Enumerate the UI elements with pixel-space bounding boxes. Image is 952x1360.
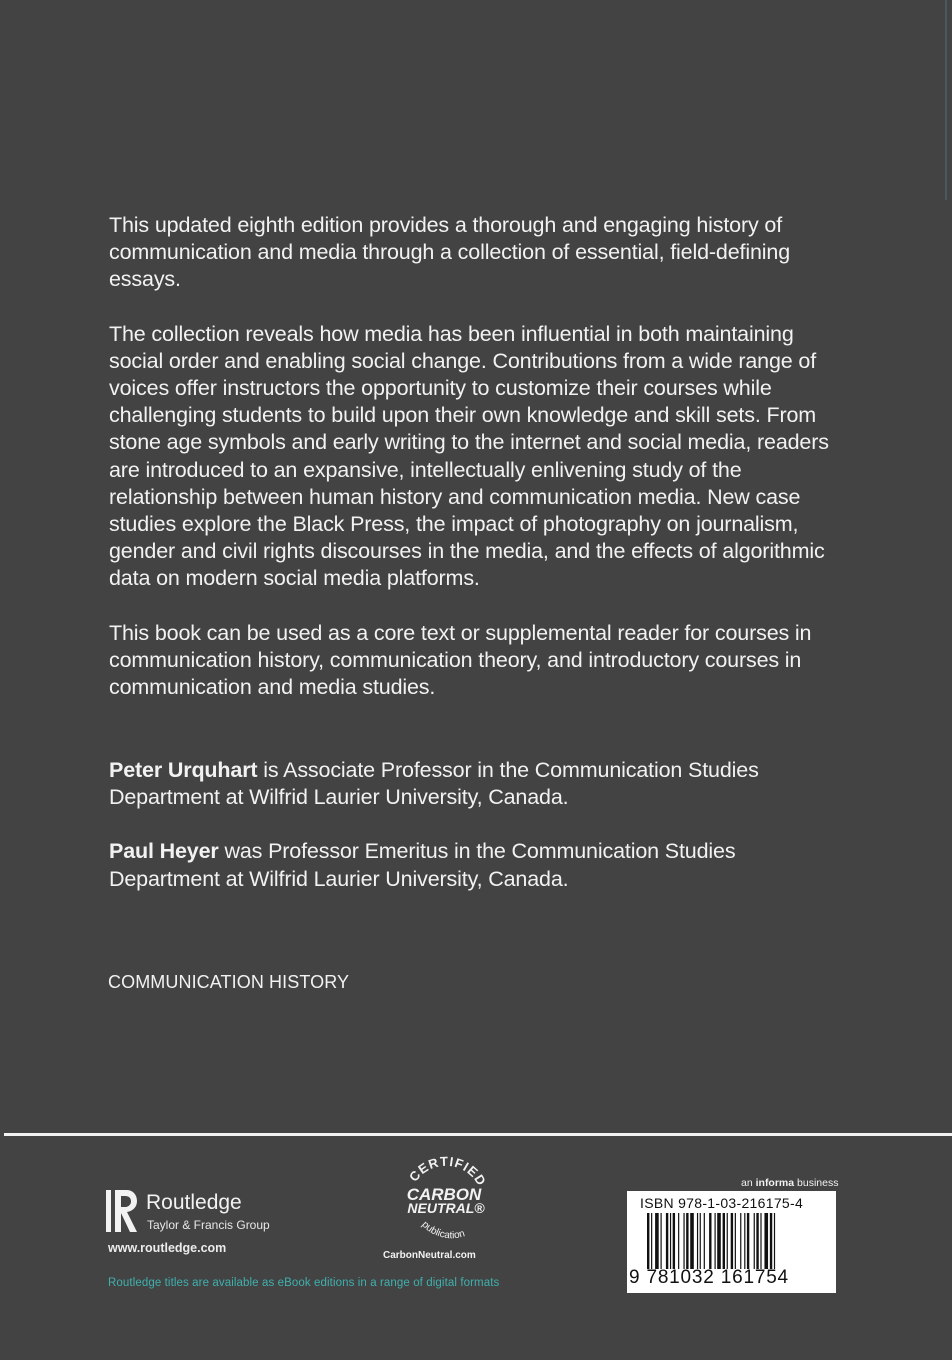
blurb-paragraph-1: This updated eighth edition provides a thorough and engaging history of communication and media through a collection of essential, field-defining essays. [109, 213, 791, 292]
informa-suffix: business [794, 1177, 839, 1189]
barcode-bar [655, 1213, 659, 1269]
subject-category: COMMUNICATION HISTORY [108, 972, 350, 992]
svg-text:publication [419, 1219, 466, 1241]
barcode-bar [727, 1213, 728, 1269]
barcode-bar [731, 1213, 733, 1269]
bio-peter-urquhart [109, 757, 849, 811]
carbon-neutral-line2: NEUTRAL® [407, 1200, 485, 1216]
barcode-bar [651, 1213, 652, 1269]
barcode-bar [690, 1213, 694, 1269]
barcode-digits: 9 781032 161754 [629, 1267, 789, 1288]
barcode-bar [683, 1213, 684, 1269]
barcode-bar [770, 1213, 772, 1269]
barcode-bar [744, 1213, 745, 1269]
barcode-bar [760, 1213, 761, 1269]
bio-name: Peter Urquhart [109, 758, 258, 782]
barcode-bar [670, 1213, 671, 1269]
barcode-bar [747, 1213, 749, 1269]
barcode-bar [666, 1213, 668, 1269]
blurb-paragraph-2: The collection reveals how media has been influential in both maintaining social order and enabling social change. Contributions from a wide range of voices offer instructors the opportunity to customize their courses while challenging students to build upon their own knowledge and skill sets. From stone age symbols and early writing to the internet and social media, readers are introduced to an expansive, intellectually enlivening study of the relationship between human history and communication media. New case studies explore the Black Press, the impact of photography on journalism, gender and civil rights discourses in the media, and the effects of algorithmic data on modern social media platforms. [109, 321, 829, 591]
publisher-url: www.routledge.com [108, 1241, 227, 1255]
bio-paul-heyer [109, 838, 849, 892]
barcode-bar [723, 1213, 725, 1269]
barcode-bar [686, 1213, 688, 1269]
barcode-bar [717, 1213, 721, 1269]
bio-text: was Professor Emeritus in the Communication Studies Department at Wilfrid Laurier University, Canada. [109, 839, 736, 891]
blurb-paragraph-3: This book can be used as a core text or supplemental reader for courses in communication history, communication theory, and introductory courses in communication and media studies. [109, 620, 812, 700]
barcode-bars [637, 1213, 827, 1269]
author-bios [109, 757, 849, 920]
informa-prefix: an [741, 1177, 756, 1189]
carbon-neutral-sub: publication [419, 1219, 467, 1242]
barcode-bar [735, 1213, 736, 1269]
barcode-bar [661, 1213, 662, 1269]
blurb [109, 212, 849, 701]
barcode-bar [740, 1213, 741, 1269]
barcode-bar [715, 1213, 716, 1269]
informa-brand: informa [755, 1177, 795, 1189]
informa-tagline [741, 1177, 838, 1189]
ebook-note: Routledge titles are available as eBook editions in a range of digital formats [108, 1277, 500, 1289]
publisher-name: Routledge [146, 1191, 242, 1214]
barcode-bar [764, 1213, 768, 1269]
carbon-neutral-url: CarbonNeutral.com [383, 1250, 476, 1261]
barcode-bar [756, 1213, 758, 1269]
publisher-group: Taylor & Francis Group [147, 1218, 270, 1232]
barcode-bar [697, 1213, 698, 1269]
barcode-bar [774, 1213, 775, 1269]
barcode-bar [678, 1213, 679, 1269]
barcode-bar [647, 1213, 649, 1269]
svg-text:CERTIFIED [406, 1154, 489, 1189]
barcode-bar [754, 1213, 755, 1269]
bio-text: is Associate Professor in the Communication Studies Department at Wilfrid Laurier University, Canada. [109, 758, 759, 810]
spine-edge-mark [945, 0, 947, 200]
barcode [627, 1191, 836, 1293]
barcode-bar [704, 1213, 705, 1269]
carbon-neutral-badge [390, 1150, 502, 1250]
bio-name: Paul Heyer [109, 839, 219, 864]
barcode-bar [700, 1213, 701, 1269]
isbn-number: ISBN 978-1-03-216175-4 [640, 1195, 804, 1211]
carbon-neutral-line1: CARBON [406, 1185, 482, 1204]
divider-rule [4, 1133, 952, 1136]
barcode-bar [673, 1213, 675, 1269]
barcode-bar [709, 1213, 711, 1269]
carbon-neutral-certified: CERTIFIED [405, 1153, 490, 1189]
routledge-logo-icon [106, 1188, 140, 1236]
